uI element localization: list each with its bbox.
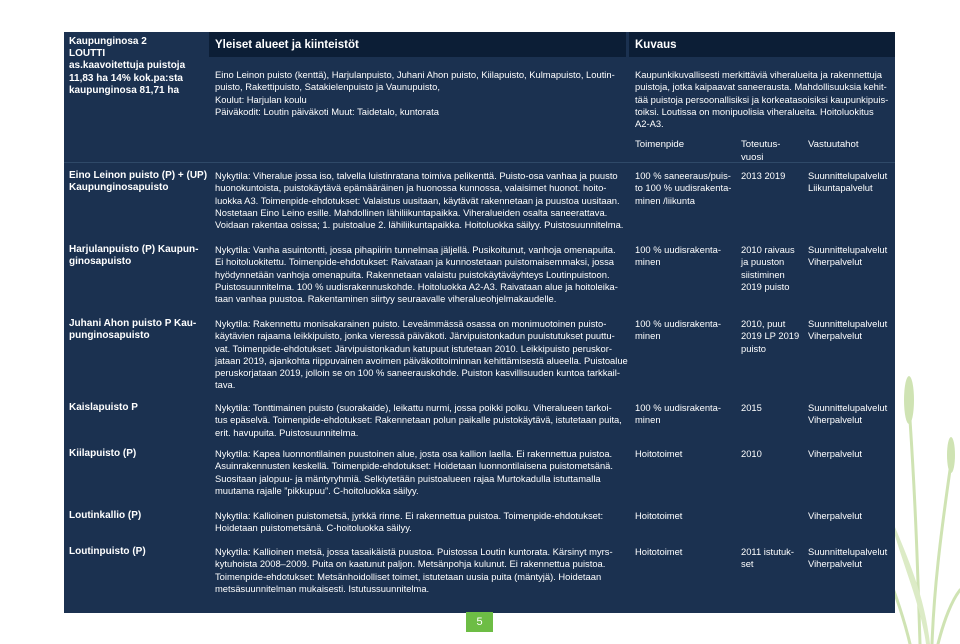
park-description xyxy=(215,318,629,392)
text-line: 2019 puisto xyxy=(741,280,790,292)
text-line: huonokuntoista, puistokäytävä epämääräinen ja huonossa kunnossa, valaisimet huonot. hoito- xyxy=(215,182,607,194)
park-responsible xyxy=(808,510,894,522)
park-name-line: Loutinpuisto (P) xyxy=(69,546,146,557)
park-name-line: Juhani Ahon puisto P Kau- xyxy=(69,318,197,329)
text-line: Viherpalvelut xyxy=(808,256,863,268)
text-line: Eino Leinon puisto (kenttä), Harjulanpuisto, Juhani Ahon puisto, Kiilapuisto, Kulmapuisto, Loutin- xyxy=(215,69,615,80)
text-line: käytävien rajaama leikkipuisto, jonka vieressä päiväkoti. Järvipuistonkadun puuistutukset puuttu- xyxy=(215,330,615,342)
park-name-line: Kiilapuisto (P) xyxy=(69,448,137,459)
park-name-line: Loutinkallio (P) xyxy=(69,510,142,521)
text-line: Hoitotoimet xyxy=(635,546,683,557)
responsible-column-header xyxy=(808,139,892,152)
text-line: tus epäselvä. Toimenpide-ehdotukset: Rakennetaan polun paikalle puistokäytävä, istutetaan puita, xyxy=(215,414,622,426)
text-line: 2013 2019 xyxy=(741,170,786,181)
table-divider xyxy=(64,162,895,163)
text-line: Nykytila: Vanha asuintontti, jossa pihapiirin tunnelmaa jäljellä. Pusikoitunut, vanhoja omenapuita. xyxy=(215,244,616,255)
park-responsible xyxy=(808,244,894,269)
park-description xyxy=(215,510,629,535)
text-line: hyödynnetään vanhoja omenapuita. Rakennetaan valaistu puistokäytäväyhteys Loutinpuistoon. xyxy=(215,268,610,280)
text-line: luokka A3. Toimenpide-ehdotukset: Valaistus uusitaan, käytävät rakennetaan ja puustoa uusitaan. xyxy=(215,194,620,206)
park-responsible xyxy=(808,318,894,343)
text-line: vat. Toimenpide-ehdotukset: Järvipuistonkadun katupuut istutetaan 2010. Leikkipuisto peruskor- xyxy=(215,342,612,354)
text-line: A2-A3. xyxy=(635,118,664,130)
text-line: 2010 raivaus xyxy=(741,244,795,255)
general-section-header xyxy=(209,32,626,57)
text-line: taan vanhaa puustoa. Rakentaminen siirtyy seuraavalle viheraluеohjelmakaudelle. xyxy=(215,293,557,305)
text-line: Kaupunkikuvallisesti merkittäviä viheralueita ja rakennettuja xyxy=(635,69,883,80)
text-line: set xyxy=(741,558,754,570)
text-line: Viherpalvelut xyxy=(808,330,863,342)
text-line: Nykytila: Viheralue jossa iso, talvella luistinratana toimiva pelikenttä. Puisto-osa vanhaa ja puusto xyxy=(215,170,618,181)
text-line: Viherpalvelut xyxy=(808,448,863,459)
page-number xyxy=(466,612,493,632)
district-stat-line: 11,83 ha 14% kok.pa:sta xyxy=(69,72,183,84)
text-line: 2015 xyxy=(741,402,762,413)
text-line: puisto xyxy=(741,342,767,354)
park-responsible xyxy=(808,170,894,195)
description-text xyxy=(635,69,893,130)
park-name-line: ginosapuisto xyxy=(69,256,132,268)
text-line: Nykytila: Kallioinen puistometsä, jyrkkä rinne. Ei rakennettua puistoa. Toimenpide-ehdotukset: xyxy=(215,510,604,521)
park-description xyxy=(215,546,629,595)
district-stat-line: as.kaavoitettuja puistoja xyxy=(69,60,186,72)
text-line: minen xyxy=(635,256,661,268)
text-line: Koulut: Harjulan koulu xyxy=(215,93,307,105)
text-line: Suunnittelupalvelut xyxy=(808,546,888,557)
text-line: Suositaan jalopuu- ja mäntyryhmiä. Selkiytetään puistoalueen rajaa Murtokadulla istuttamalla xyxy=(215,472,601,484)
text-line: ja puuston xyxy=(741,256,785,268)
park-timing xyxy=(741,402,805,414)
park-description xyxy=(215,448,629,497)
park-responsible xyxy=(808,546,894,571)
text-line: Viherpalvelut xyxy=(808,414,863,426)
description-section-header xyxy=(629,32,895,57)
text-line: Ei hoitoluokitettu. Toimenpide-ehdotukset: Raivataan ja kunnostetaan puistomaisemmaksi, jossa xyxy=(215,256,615,268)
timing-column-label: vuosi xyxy=(741,151,764,163)
text-line: puisto, Rakettipuisto, Satakielenpuisto ja Vaunupuisto, xyxy=(215,81,440,93)
park-name-line: Harjulanpuisto (P) Kaupun- xyxy=(69,244,199,255)
park-description xyxy=(215,170,629,231)
park-responsible xyxy=(808,402,894,427)
text-line: Suunnittelupalvelut xyxy=(808,244,888,255)
text-line: minen /liikunta xyxy=(635,194,695,206)
measure-column-label: Toimenpide xyxy=(635,139,685,150)
text-line: 2019 LP 2019 xyxy=(741,330,800,342)
park-name-line: Kaislapuisto P xyxy=(69,402,138,413)
park-measure xyxy=(635,546,739,558)
text-line: Päiväkodit: Loutin päiväkoti Muut: Taidetalo, kuntorata xyxy=(215,105,439,117)
park-description xyxy=(215,244,629,305)
text-line: Suunnittelupalvelut xyxy=(808,318,888,329)
text-line: 100 % uudisrakenta- xyxy=(635,402,721,413)
park-name xyxy=(69,510,209,522)
park-measure xyxy=(635,170,739,207)
text-line: 100 % uudisrakenta- xyxy=(635,244,721,255)
park-timing xyxy=(741,244,805,293)
text-line: Hoitotoimet xyxy=(635,448,683,459)
text-line: 2010 xyxy=(741,448,762,459)
text-line: tava. xyxy=(215,379,236,391)
park-timing xyxy=(741,546,805,571)
text-line: Viherpalvelut xyxy=(808,510,863,521)
text-line: Puistosuunnitelma. 100 % uudisrakennuskohde. Hoitoluokka A2-A3. Raivataan alue ja hoitoleika- xyxy=(215,280,618,292)
district-stat-line: kaupunginosa 81,71 ha xyxy=(69,84,180,96)
measure-column-header xyxy=(635,139,725,152)
text-line: Nostetaan Eino Leino esille. Mahdollinen lähiliikuntapaikka. Viheralueiden osalta saneerattava. xyxy=(215,206,608,218)
park-timing xyxy=(741,318,805,355)
park-measure xyxy=(635,402,739,427)
text-line: jataan 2019, ajankohta riippuvainen avoimen päiväkotitoiminnan kehittämisestä alueella. Puistoalue xyxy=(215,354,628,366)
park-measure xyxy=(635,448,739,460)
text-line: kytuhoista 2008–2009. Puita on kaatunut paljon. Metsänpohja kulunut. Ei rakennettua puistoa. xyxy=(215,558,606,570)
text-line: Nykytila: Kallioinen metsä, jossa tasaikäistä puustoa. Puistossa Loutin kuntorata. Kärsinyt myrs- xyxy=(215,546,613,557)
park-description xyxy=(215,402,629,439)
park-name xyxy=(69,170,209,195)
text-line: 2010, puut xyxy=(741,318,786,329)
district-title xyxy=(69,36,204,97)
park-measure xyxy=(635,244,739,269)
text-line: 100 % saneeraus/puis- xyxy=(635,170,731,181)
text-line: erit. havupuita. Puistosuunnitelma. xyxy=(215,426,359,438)
text-line: 100 % uudisrakenta- xyxy=(635,318,721,329)
text-line: Suunnittelupalvelut xyxy=(808,170,888,181)
park-measure xyxy=(635,510,739,522)
park-measure xyxy=(635,318,739,343)
text-line: Liikuntapalvelut xyxy=(808,182,873,194)
text-line: minen xyxy=(635,414,661,426)
text-line: Voidaan rakentaa osissa; 1. puistoalue 2. lähiliikuntapaikka. Hoitoluokka säilyy. Puistosuunnitelma. xyxy=(215,219,624,231)
general-text xyxy=(215,69,625,118)
description-section-title: Kuvaus xyxy=(635,38,677,51)
park-timing xyxy=(741,448,805,460)
park-name-line: Eino Leinon puisto (P) + (UP) xyxy=(69,170,208,181)
park-name xyxy=(69,546,209,558)
timing-column-header xyxy=(741,139,805,164)
text-line: Nykytila: Rakennettu monisakarainen puisto. Leveämmässä osassa on monimuotoinen puisto- xyxy=(215,318,607,329)
park-name xyxy=(69,318,209,343)
text-line: Hoitotoimet xyxy=(635,510,683,521)
text-line: Viherpalvelut xyxy=(808,558,863,570)
text-line: toiksi. Loutissa on monipuolisia viheralueita. Hoitoluokitus xyxy=(635,105,874,117)
text-line: to 100 % uudisrakenta- xyxy=(635,182,732,194)
text-line: peruskorjataan 2019, jolloin se on 100 % saneerauskohde. Puiston kasvillisuuden kuntoa tarkkail- xyxy=(215,367,620,379)
text-line: tää puistoja persoonallisiksi ja korkeatasoisiksi kaupunkipuis- xyxy=(635,93,889,105)
responsible-column-label: Vastuutahot xyxy=(808,139,859,150)
text-line: Toimenpide-ehdotukset: Metsänhoidolliset toimet, istutetaan uusia puita (mäntyjä). Hoidetaan xyxy=(215,570,602,582)
text-line: minen xyxy=(635,330,661,342)
text-line: Nykytila: Tonttimainen puisto (suorakaide), leikattu nurmi, jossa poikki polku. Viheralueen tarkoi- xyxy=(215,402,612,413)
text-line: Suunnittelupalvelut xyxy=(808,402,888,413)
park-responsible xyxy=(808,448,894,460)
page-number-label: 5 xyxy=(476,616,483,628)
park-name-line: punginosapuisto xyxy=(69,330,150,342)
text-line: puistoja, jotka kaipaavat saneerausta. Mahdollisuuksia kehit- xyxy=(635,81,887,93)
general-section-title: Yleiset alueet ja kiinteistöt xyxy=(215,38,359,51)
text-line: metsäsuunnitelman mukaisesti. Istutussuunnitelma. xyxy=(215,582,430,594)
district-label: Kaupunginosa 2 xyxy=(69,36,147,47)
park-name-line: Kaupunginosapuisto xyxy=(69,182,169,194)
district-name: LOUTTI xyxy=(69,48,106,60)
text-line: siistiminen xyxy=(741,268,785,280)
park-timing xyxy=(741,170,805,182)
text-line: Asuinrakennusten keskellä. Toimenpide-ehdotukset: Hoidetaan luonnontilaisena puistometsänä. xyxy=(215,460,614,472)
text-line: muutama rajalle ”pikkupuu”. C-hoitoluokka säilyy. xyxy=(215,484,419,496)
park-name xyxy=(69,244,209,269)
park-name xyxy=(69,402,209,414)
text-line: 2011 istutuk- xyxy=(741,546,794,557)
text-line: Hoidetaan puistometsänä. C-hoitoluokka säilyy. xyxy=(215,522,412,534)
text-line: Nykytila: Kapea luonnontilainen puustoinen alue, josta osa kallion laella. Ei rakennettua puistoa. xyxy=(215,448,613,459)
park-name xyxy=(69,448,209,460)
timing-column-label: Toteutus- xyxy=(741,139,781,150)
